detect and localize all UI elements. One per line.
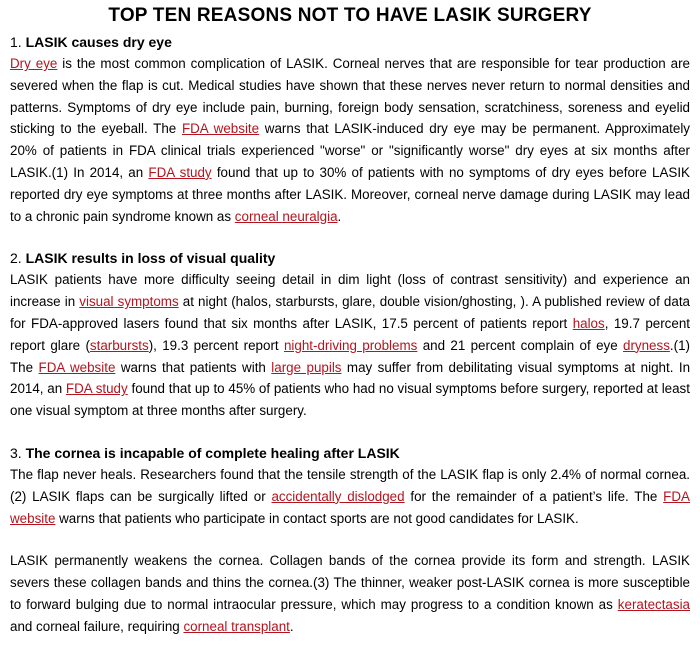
paragraph-text: , 19.7 percent report glare ( — [10, 315, 690, 353]
page-title: TOP TEN REASONS NOT TO HAVE LASIK SURGERY — [108, 5, 592, 26]
link-dry-eye[interactable]: Dry eye — [10, 56, 58, 71]
section-visual-quality — [10, 248, 690, 422]
section-number: 2. — [10, 250, 26, 267]
link-accidentally-dislodged[interactable]: accidentally dislodged — [271, 488, 405, 504]
spacer — [10, 422, 690, 443]
paragraph-text: found that up to 45% of patients who had no visual symptoms before surgery, reported at least one visual symptom at three months after surgery. — [10, 381, 690, 419]
link-halos[interactable]: halos — [572, 315, 605, 331]
link-fda-study[interactable]: FDA study — [65, 381, 128, 397]
section-title: The cornea is incapable of complete healing after LASIK — [25, 444, 400, 461]
section-dry-eye — [10, 32, 690, 227]
link-night-driving-problems[interactable]: night-driving problems — [283, 337, 418, 353]
section-title: LASIK results in loss of visual quality — [25, 250, 276, 267]
paragraph-text: LASIK permanently weakens the cornea. Collagen bands of the cornea provide its form and strength. LASIK severs these collagen bands and thins the cornea.(3) The thinner, weaker post-LASIK cornea is more susceptible to forward bulging due to normal intraocular pressure, which may progress to a condition known as — [10, 553, 690, 612]
paragraph-text: LASIK patients have more difficulty seeing detail in dim light (loss of contrast sensitivity) and experience an increase in — [10, 272, 690, 310]
paragraph-text: found that up to 30% of patients with no symptoms of dry eyes before LASIK reported dry eye symptoms at three months after LASIK. Moreover, corneal nerve damage during LASIK may lead to a chronic pain syndrome known as — [10, 164, 690, 224]
paragraph-text: .(1) The — [10, 337, 690, 375]
paragraph-text: and 21 percent complain of eye — [417, 337, 623, 353]
link-starbursts[interactable]: starbursts — [89, 337, 149, 353]
paragraph-text: may suffer from debilitating visual symptoms at night. In 2014, an — [10, 359, 691, 397]
section-number: 3. — [10, 444, 26, 461]
link-fda-website[interactable]: FDA website — [10, 488, 690, 526]
link-corneal-neuralgia[interactable]: corneal neuralgia — [234, 208, 338, 224]
section-paragraph — [10, 464, 690, 529]
spacer — [10, 227, 690, 248]
section-paragraph — [10, 53, 690, 227]
link-corneal-transplant[interactable]: corneal transplant — [183, 618, 290, 634]
section-title: LASIK causes dry eye — [25, 34, 172, 50]
section-paragraph — [10, 550, 690, 637]
link-keratectasia[interactable]: keratectasia — [617, 596, 690, 612]
section-heading-3 — [10, 443, 690, 464]
spacer — [10, 529, 690, 550]
link-fda-website[interactable]: FDA website — [181, 121, 260, 137]
link-fda-study[interactable]: FDA study — [148, 164, 212, 180]
paragraph-text: warns that patients with — [115, 359, 272, 375]
link-visual-symptoms[interactable]: visual symptoms — [79, 294, 179, 310]
link-fda-website[interactable]: FDA website — [38, 359, 116, 375]
paragraph-text: for the remainder of a patient’s life. The — [404, 488, 664, 504]
paragraph-text: ), 19.3 percent report — [148, 337, 284, 353]
paragraph-text: The flap never heals. Researchers found that the tensile strength of the LASIK flap is only 2.4% of normal cornea.(2) LASIK flaps can be surgically lifted or — [10, 466, 690, 504]
paragraph-text: is the most common complication of LASIK. Corneal nerves that are responsible for tear production are severed when the flap is cut. Medical studies have shown that these nerves never return to normal densities and patterns. Symptoms of dry eye include pain, burning, foreign body sensation, scratchiness, soreness and eyelid sticking to the eyeball. The — [10, 56, 691, 137]
paragraph-text: warns that LASIK-induced dry eye may be permanent. Approximately 20% of patients in FDA clinical trials experienced "worse" or "significantly worse" dry eyes at six months after LASIK.(1) In 2014, an — [10, 121, 691, 180]
link-large-pupils[interactable]: large pupils — [271, 359, 342, 375]
section-heading-2 — [10, 248, 690, 269]
section-cornea-healing — [10, 443, 690, 638]
paragraph-text: . — [337, 208, 342, 224]
paragraph-text: and corneal failure, requiring — [10, 618, 184, 634]
section-paragraph — [10, 269, 690, 422]
paragraph-text: warns that patients who participate in contact sports are not good candidates for LASIK. — [55, 510, 579, 526]
section-heading-1 — [10, 32, 690, 53]
section-number: 1. — [10, 34, 26, 50]
paragraph-text: at night (halos, starbursts, glare, double vision/ghosting, ). A published review of data for FDA-approved lasers found that six months after LASIK, 17.5 percent of patients report — [10, 294, 690, 331]
link-dryness[interactable]: dryness — [623, 337, 670, 353]
paragraph-text: . — [289, 618, 294, 634]
